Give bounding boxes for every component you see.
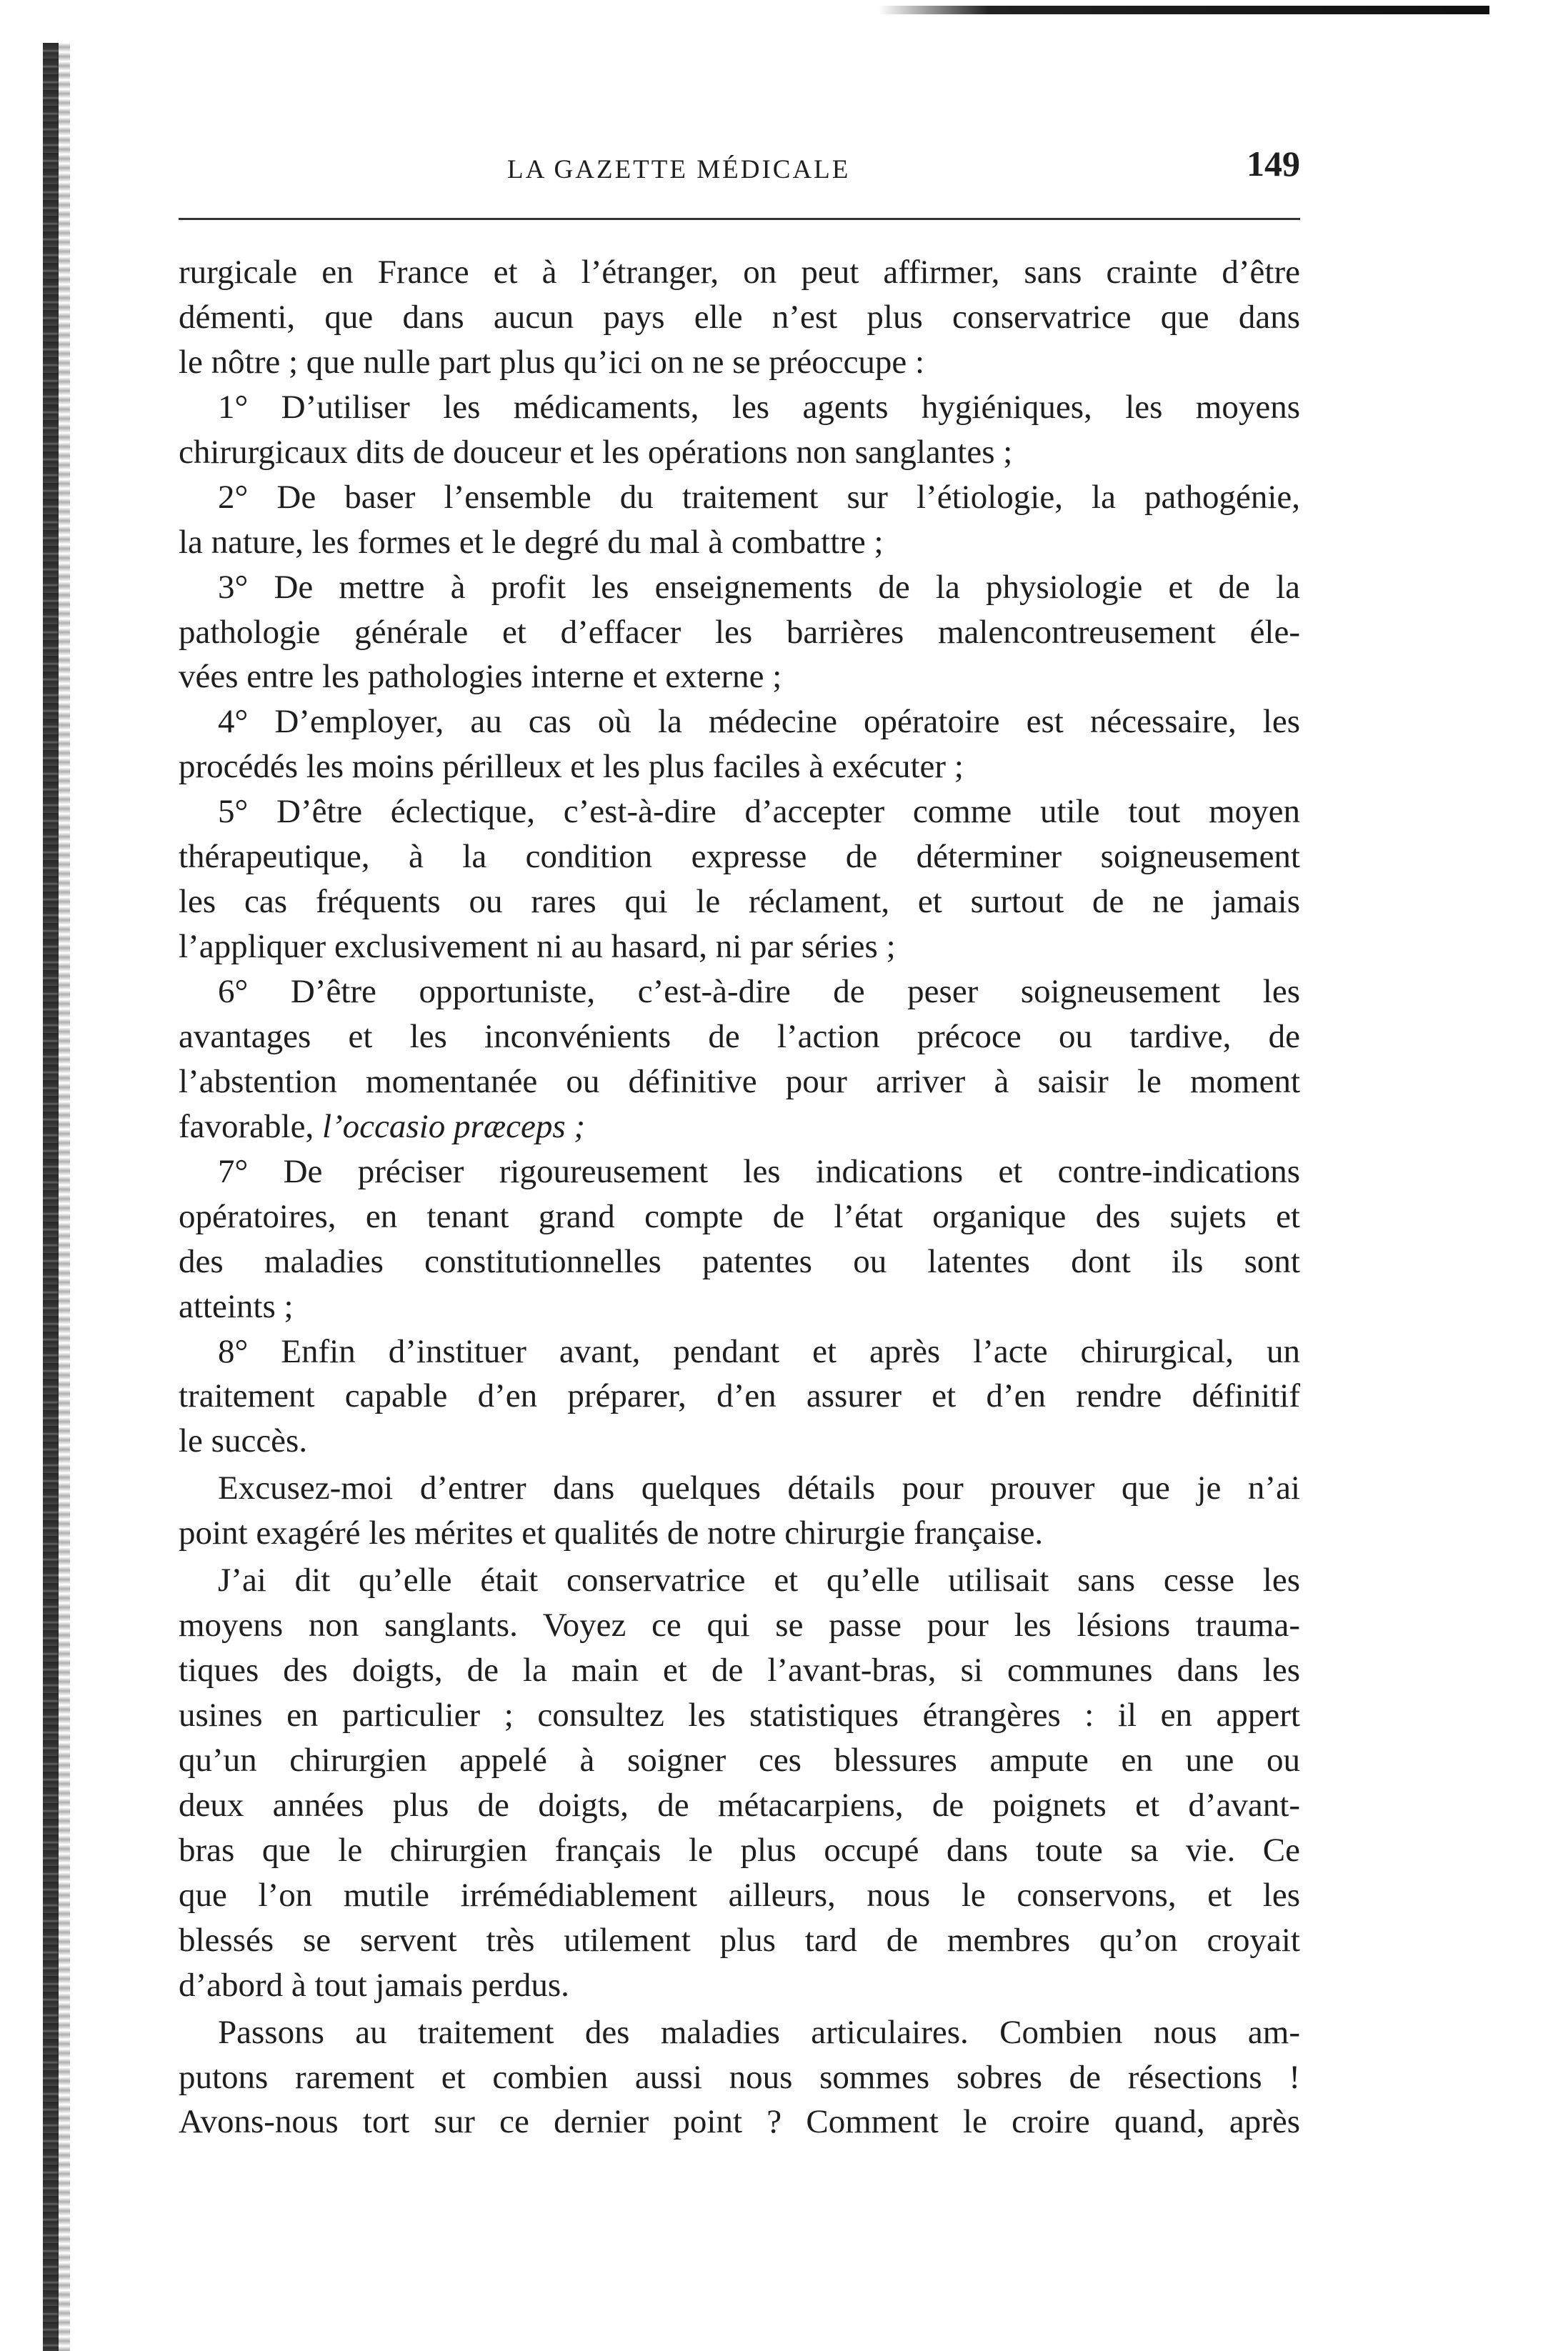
text-line: thérapeutique, à la condition expresse de déterminer soigneusement: [179, 838, 1300, 876]
list-item-1-line: 1° D’utiliser les médicaments, les agents hygiéniques, les moyens: [218, 388, 1300, 426]
header-rule: [179, 218, 1300, 220]
text-line: chirurgicaux dits de douceur et les opérations non sanglantes ;: [179, 433, 1013, 471]
text-line: avantages et les inconvénients de l’action précoce ou tardive, de: [179, 1017, 1300, 1055]
latin-quote: l’occasio præceps ;: [321, 1107, 586, 1145]
list-item-6-line: 6° D’être opportuniste, c’est-à-dire de peser soigneusement les: [218, 973, 1300, 1010]
page-number: 149: [1247, 144, 1300, 184]
text-line: atteints ;: [179, 1287, 294, 1325]
paragraph-line: Excusez-moi d’entrer dans quelques détails pour prouver que je n’ai: [218, 1469, 1300, 1507]
text-line: vées entre les pathologies interne et externe ;: [179, 658, 782, 696]
text-line: l’abstention momentanée ou définitive pour arriver à saisir le moment: [179, 1062, 1300, 1100]
text-line: les cas fréquents ou rares qui le réclament, et surtout de ne jamais: [179, 883, 1300, 921]
running-head: [179, 143, 1300, 186]
list-item-4-line: 4° D’employer, au cas où la médecine opératoire est nécessaire, les: [218, 703, 1300, 741]
journal-title: LA GAZETTE MÉDICALE: [507, 155, 851, 184]
text-line: procédés les moins périlleux et les plus faciles à exécuter ;: [179, 748, 964, 786]
list-item-8-line: 8° Enfin d’instituer avant, pendant et après l’acte chirurgical, un: [218, 1332, 1300, 1370]
text-line: usines en particulier ; consultez les statistiques étrangères : il en appert: [179, 1697, 1300, 1734]
text-line: point exagéré les mérites et qualités de notre chirurgie française.: [179, 1514, 1044, 1552]
text-line: tiques des doigts, de la main et de l’avant-bras, si communes dans les: [179, 1652, 1300, 1689]
text-line: opératoires, en tenant grand compte de l’état organique des sujets et: [179, 1197, 1300, 1235]
text-line: rurgicale en France et à l’étranger, on peut affirmer, sans crainte d’être: [179, 254, 1300, 291]
text-line: l’appliquer exclusivement ni au hasard, ni par séries ;: [179, 928, 896, 966]
list-item-2-line: 2° De baser l’ensemble du traitement sur l’étiologie, la pathogénie,: [218, 478, 1300, 516]
text-line: blessés se servent très utilement plus tard de membres qu’on croyait: [179, 1921, 1300, 1959]
text-line: Avons-nous tort sur ce dernier point ? Comment le croire quand, après: [179, 2103, 1300, 2141]
text-line: deux années plus de doigts, de métacarpiens, de poignets et d’avant-: [179, 1786, 1300, 1824]
text-line: que l’on mutile irrémédiablement ailleurs, nous le conservons, et les: [179, 1876, 1300, 1914]
text-line: le succès.: [179, 1422, 308, 1460]
paragraph-line: Passons au traitement des maladies articulaires. Combien nous am-: [218, 2013, 1300, 2051]
scan-edge-rule: [879, 6, 1489, 14]
text-line: traitement capable d’en préparer, d’en assurer et d’en rendre définitif: [179, 1377, 1300, 1415]
text-line: moyens non sanglants. Voyez ce qui se passe pour les lésions trauma-: [179, 1607, 1300, 1644]
text-line: des maladies constitutionnelles patentes ou latentes dont ils sont: [179, 1242, 1300, 1280]
list-item-7-line: 7° De préciser rigoureusement les indications et contre-indications: [218, 1152, 1300, 1190]
text-line: démenti, que dans aucun pays elle n’est plus conservatrice que dans: [179, 298, 1300, 336]
text-line: bras que le chirurgien français le plus occupé dans toute sa vie. Ce: [179, 1831, 1300, 1869]
text-line: d’abord à tout jamais perdus.: [179, 1966, 569, 2004]
body-text: [179, 250, 1300, 2145]
text-line: qu’un chirurgien appelé à soigner ces blessures ampute en une ou: [179, 1741, 1300, 1779]
paragraph-line: J’ai dit qu’elle était conservatrice et qu’elle utilisait sans cesse les: [218, 1562, 1300, 1599]
text-line: la nature, les formes et le degré du mal à combattre ;: [179, 523, 884, 561]
text-line: putons rarement et combien aussi nous sommes sobres de résections !: [179, 2058, 1300, 2096]
book-spine-edge: [43, 43, 59, 2351]
favorable-text: favorable,: [179, 1107, 322, 1145]
list-item-5-line: 5° D’être éclectique, c’est-à-dire d’accepter comme utile tout moyen: [218, 793, 1300, 831]
text-line-favorable: [179, 1104, 1300, 1149]
text-line: le nôtre ; que nulle part plus qu’ici on ne se préoccupe :: [179, 343, 925, 381]
list-item-3-line: 3° De mettre à profit les enseignements de la physiologie et de la: [218, 568, 1300, 606]
text-line: pathologie générale et d’effacer les barrières malencontreusement éle-: [179, 613, 1300, 651]
